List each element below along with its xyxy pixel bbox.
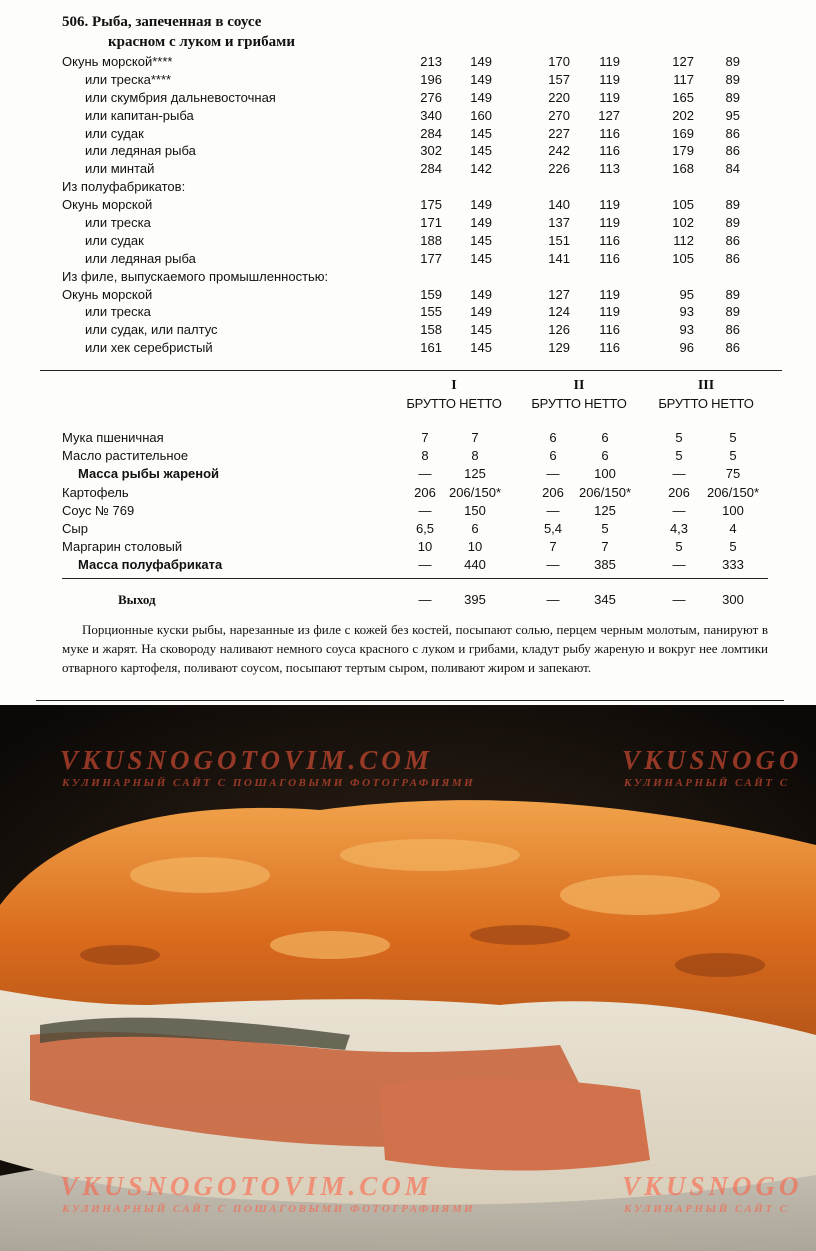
- table-row: [0, 160, 816, 178]
- table-cell: 125: [464, 466, 486, 482]
- table-row: [0, 250, 816, 268]
- group-subheaders: [648, 396, 764, 411]
- table-cell: 7: [471, 430, 479, 445]
- table-cell: 142: [470, 161, 492, 177]
- table-cell: 149: [470, 286, 492, 302]
- table-cell: 141: [548, 250, 570, 266]
- fish-name: или хек серебристый: [85, 340, 213, 356]
- table-cell: 5: [601, 520, 609, 536]
- table-cell: 385: [594, 557, 616, 573]
- table-cell: 149: [470, 215, 492, 231]
- table-cell: 206/150*: [578, 484, 632, 500]
- table-cell: —: [672, 557, 686, 573]
- table-cell: 86: [725, 232, 740, 248]
- fish-name: или судак, или палтус: [85, 322, 218, 338]
- ingredient-name: Мука пшеничная: [62, 430, 164, 445]
- fish-name: или скумбрия дальневосточная: [85, 89, 276, 105]
- table-cell: 145: [470, 232, 492, 248]
- table-cell: 150: [464, 502, 486, 518]
- table-cell: 149: [470, 197, 492, 213]
- table-cell: 10: [467, 539, 483, 555]
- table-cell: 89: [725, 71, 740, 87]
- netto-label: НЕТТО: [711, 396, 754, 411]
- group-subheaders: [521, 396, 637, 411]
- table-cell: 89: [725, 215, 740, 231]
- table-cell: 102: [672, 215, 694, 231]
- table-cell: 116: [599, 232, 620, 248]
- table-cell: 116: [599, 340, 620, 356]
- table-cell: 276: [420, 89, 442, 105]
- table-cell: 119: [599, 286, 620, 302]
- table-row: [0, 520, 816, 538]
- table-cell: 145: [470, 340, 492, 356]
- table-cell: 206/150*: [448, 484, 502, 500]
- table-cell: 7: [549, 539, 557, 555]
- fish-name: или минтай: [85, 161, 155, 177]
- yield-value: 300: [722, 592, 744, 607]
- table-cell: 95: [679, 286, 694, 302]
- table-row: [0, 286, 816, 304]
- fish-name: или капитан-рыба: [85, 107, 194, 123]
- table-cell: 89: [725, 197, 740, 213]
- table-row: [0, 71, 816, 89]
- table-cell: 6: [549, 448, 557, 464]
- table-cell: —: [672, 466, 686, 482]
- table-cell: 6,5: [415, 520, 435, 536]
- table-cell: 5: [729, 539, 737, 555]
- table-cell: —: [418, 502, 432, 518]
- cheese-crust: [0, 800, 816, 1035]
- table-cell: 7: [421, 430, 429, 445]
- table-cell: 89: [725, 286, 740, 302]
- recipe-title-line2: красном с луком и грибами: [108, 34, 295, 50]
- yield-value: —: [546, 592, 560, 607]
- fish-fillet: [380, 1078, 650, 1170]
- table-cell: 5: [729, 448, 737, 464]
- table-cell: 129: [548, 340, 570, 356]
- table-cell: 227: [548, 125, 570, 141]
- table-cell: 7: [601, 539, 609, 555]
- table-cell: 119: [599, 197, 620, 213]
- table-row: [0, 142, 816, 160]
- table-cell: —: [546, 502, 560, 518]
- table-cell: 155: [420, 304, 442, 320]
- table-row: [0, 429, 816, 447]
- table-row: [0, 178, 816, 196]
- ingredient-name: Сыр: [62, 520, 88, 536]
- table-cell: 84: [725, 161, 740, 177]
- yield-value: —: [418, 592, 432, 607]
- table-cell: 6: [471, 520, 479, 536]
- column-group-3: [648, 378, 764, 411]
- table-cell: 149: [470, 54, 492, 69]
- table-cell: 270: [548, 107, 570, 123]
- table-cell: 168: [672, 161, 694, 177]
- table-cell: 113: [599, 161, 620, 177]
- table-cell: 159: [420, 286, 442, 302]
- table-cell: 161: [420, 340, 442, 356]
- table-cell: 149: [470, 89, 492, 105]
- table-cell: 140: [548, 197, 570, 213]
- table-row: [0, 125, 816, 143]
- table-cell: 125: [594, 502, 616, 518]
- table-cell: 95: [725, 107, 740, 123]
- table-cell: 284: [420, 161, 442, 177]
- column-group-1: [396, 378, 512, 411]
- table-cell: 116: [599, 322, 620, 338]
- table-cell: 89: [725, 89, 740, 105]
- brutto-label: БРУТТО: [531, 396, 581, 411]
- table-cell: 226: [548, 161, 570, 177]
- fish-name: или треска: [85, 215, 151, 231]
- fish-table: [0, 53, 816, 357]
- table-cell: 105: [672, 250, 694, 266]
- yield-value: 345: [594, 592, 616, 607]
- table-cell: 116: [599, 125, 620, 141]
- table-row: [0, 268, 816, 286]
- table-cell: 302: [420, 143, 442, 159]
- fish-name: Окунь морской****: [62, 54, 173, 69]
- table-row: [0, 447, 816, 465]
- table-row: [0, 484, 816, 502]
- table-cell: 119: [599, 54, 620, 69]
- recipe-title: [62, 12, 295, 52]
- table-cell: 4,3: [669, 520, 689, 536]
- table-row: [0, 214, 816, 232]
- table-cell: 340: [420, 107, 442, 123]
- column-group-2: [521, 378, 637, 411]
- table-row: [0, 232, 816, 250]
- fish-name: или ледяная рыба: [85, 143, 196, 159]
- fish-name: или ледяная рыба: [85, 250, 196, 266]
- table-cell: 116: [599, 250, 620, 266]
- table-cell: 126: [548, 322, 570, 338]
- table-cell: 93: [679, 304, 694, 320]
- table-cell: 127: [548, 286, 570, 302]
- table-cell: 10: [417, 539, 433, 555]
- fish-name: или треска****: [85, 71, 172, 87]
- table-cell: 4: [729, 520, 737, 536]
- watermark-site: VKUSNOGOTOVIM.COM: [60, 745, 433, 775]
- table-row: [0, 53, 816, 71]
- yield-value: 395: [464, 592, 486, 607]
- table-cell: 145: [470, 250, 492, 266]
- table-cell: 86: [725, 322, 740, 338]
- table-cell: 179: [672, 143, 694, 159]
- table-cell: 160: [470, 107, 492, 123]
- table-cell: 206: [542, 484, 564, 500]
- table-cell: 5: [675, 430, 683, 445]
- table-row: [0, 465, 816, 483]
- table-cell: 5: [675, 448, 683, 464]
- watermark-tagline: КУЛИНАРНЫЙ САЙТ С: [624, 1203, 790, 1215]
- table-cell: 119: [599, 215, 620, 231]
- ingredients-table: [0, 429, 816, 575]
- table-row: [0, 502, 816, 520]
- table-cell: 86: [725, 143, 740, 159]
- fish-name: Из полуфабрикатов:: [62, 179, 186, 195]
- ingredient-name: Маргарин столовый: [62, 539, 183, 555]
- table-cell: 202: [672, 107, 694, 123]
- table-cell: 75: [725, 466, 741, 482]
- table-cell: 6: [601, 430, 609, 445]
- table-cell: 145: [470, 143, 492, 159]
- ingredient-name: Масса рыбы жареной: [78, 466, 220, 482]
- fish-name: или судак: [85, 125, 144, 141]
- watermark-tagline: КУЛИНАРНЫЙ САЙТ С ПОШАГОВЫМИ ФОТОГРАФИЯМИ: [62, 777, 476, 789]
- dish-photo: [0, 705, 816, 1251]
- table-cell: 220: [548, 89, 570, 105]
- table-cell: 117: [673, 71, 694, 87]
- fish-name: Окунь морской: [62, 286, 153, 302]
- fish-name: Окунь морской: [62, 197, 153, 213]
- table-cell: 86: [725, 125, 740, 141]
- table-cell: 284: [420, 125, 442, 141]
- table-cell: 116: [599, 143, 620, 159]
- table-cell: 196: [420, 71, 442, 87]
- table-cell: 137: [548, 215, 570, 231]
- netto-label: НЕТТО: [459, 396, 502, 411]
- table-cell: 5: [675, 539, 683, 555]
- table-cell: 333: [722, 557, 744, 573]
- brutto-label: БРУТТО: [658, 396, 708, 411]
- yield-label: Выход: [118, 592, 156, 607]
- table-cell: 171: [420, 215, 442, 231]
- table-cell: 440: [464, 557, 486, 573]
- fish-name: или треска: [85, 304, 151, 320]
- table-cell: 5,4: [543, 520, 563, 536]
- table-cell: 165: [672, 89, 694, 105]
- table-cell: 100: [594, 466, 616, 482]
- bottom-rule: [36, 700, 784, 701]
- table-divider: [40, 370, 782, 371]
- yield-row: [0, 590, 816, 610]
- table-cell: 96: [679, 340, 694, 356]
- table-cell: —: [672, 502, 686, 518]
- watermark-site: VKUSNOGOTOVIM.COM: [60, 1171, 433, 1201]
- table-cell: 151: [548, 232, 570, 248]
- table-cell: 175: [420, 197, 442, 213]
- table-cell: 86: [725, 250, 740, 266]
- table-cell: —: [418, 466, 432, 482]
- table-cell: 112: [673, 232, 694, 248]
- table-cell: 149: [470, 71, 492, 87]
- ingredient-name: Масло растительное: [62, 448, 189, 464]
- table-cell: 124: [548, 304, 570, 320]
- recipe-title-line1: 506. Рыба, запеченная в соусе: [62, 14, 262, 30]
- table-cell: 127: [598, 107, 620, 123]
- table-cell: 170: [548, 54, 570, 69]
- watermark-site: VKUSNOGO: [622, 1171, 803, 1201]
- table-row: [0, 538, 816, 556]
- table-cell: 8: [471, 448, 479, 464]
- group-numeral: III: [697, 378, 715, 393]
- table-cell: 213: [420, 54, 442, 69]
- table-cell: 119: [599, 89, 620, 105]
- watermark-tagline: КУЛИНАРНЫЙ САЙТ С ПОШАГОВЫМИ ФОТОГРАФИЯМИ: [62, 1203, 476, 1215]
- table-cell: 105: [672, 197, 694, 213]
- table-cell: 157: [548, 71, 570, 87]
- table-cell: 5: [729, 430, 737, 445]
- table-cell: 242: [548, 143, 570, 159]
- table-cell: 6: [601, 448, 609, 464]
- table-cell: 6: [549, 430, 557, 445]
- table-row: [0, 321, 816, 339]
- table-cell: 93: [679, 322, 694, 338]
- table-cell: 188: [420, 232, 442, 248]
- table-cell: 100: [722, 502, 744, 518]
- table-cell: 169: [672, 125, 694, 141]
- table-row: [0, 89, 816, 107]
- table-cell: 206/150*: [706, 484, 760, 500]
- table-cell: —: [546, 466, 560, 482]
- table-cell: 145: [470, 322, 492, 338]
- table-cell: 145: [470, 125, 492, 141]
- table-cell: 119: [599, 304, 620, 320]
- table-cell: 127: [672, 54, 694, 69]
- table-row: [0, 196, 816, 214]
- table-cell: 177: [420, 250, 442, 266]
- netto-label: НЕТТО: [584, 396, 627, 411]
- table-cell: 206: [668, 484, 690, 500]
- group-numeral: I: [451, 378, 457, 393]
- table-cell: 158: [420, 322, 442, 338]
- fish-name: или судак: [85, 232, 144, 248]
- ingredient-name: Масса полуфабриката: [78, 557, 223, 573]
- table-row: [0, 556, 816, 574]
- table-cell: 149: [470, 304, 492, 320]
- table-cell: —: [418, 557, 432, 573]
- yield-value: —: [672, 592, 686, 607]
- watermark-site: VKUSNOGO: [622, 745, 803, 775]
- table-row: [0, 339, 816, 357]
- group-numeral: II: [573, 378, 585, 393]
- total-divider: [62, 578, 768, 579]
- table-cell: 86: [725, 340, 740, 356]
- ingredient-name: Соус № 769: [62, 502, 135, 518]
- table-cell: 89: [725, 54, 740, 69]
- table-cell: 8: [421, 448, 429, 464]
- table-cell: 89: [725, 304, 740, 320]
- table-cell: 119: [599, 71, 620, 87]
- fish-name: Из филе, выпускаемого промышленностью:: [62, 268, 329, 284]
- table-cell: —: [546, 557, 560, 573]
- table-cell: 206: [414, 484, 436, 500]
- watermark-tagline: КУЛИНАРНЫЙ САЙТ С: [624, 777, 790, 789]
- cooking-instructions: Порционные куски рыбы, нарезанные из филе с кожей без костей, посыпают солью, перцем черным молотым, панируют в муке и жарят. На сковороду наливают немного соуса красного с луком и грибами, кладут рыбу жареную и вокруг нее ломтики отварного картофеля, поливают соусом, посыпают тертым сыром, поливают жиром и запекают.: [62, 622, 768, 675]
- table-row: [0, 107, 816, 125]
- brutto-label: БРУТТО: [406, 396, 456, 411]
- table-row: [0, 303, 816, 321]
- group-subheaders: [396, 396, 512, 411]
- ingredient-name: Картофель: [62, 484, 129, 500]
